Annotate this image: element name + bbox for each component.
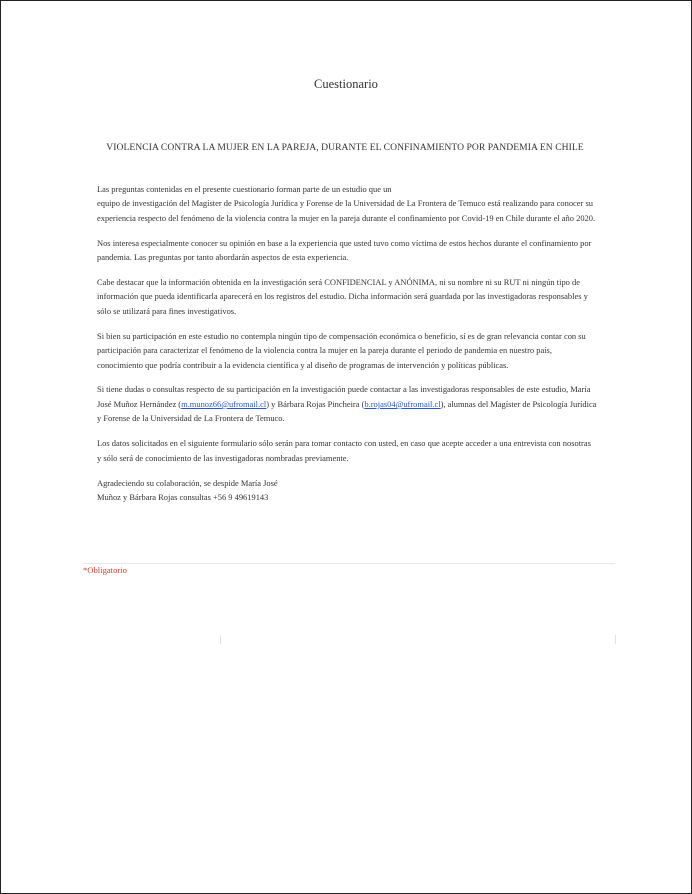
contact-text-middle: ) y Bárbara Rojas Pincheira (: [266, 398, 365, 409]
interest-paragraph: Nos interesa especialmente conocer su opinión en base a la experiencia que usted tuvo como víctima de estos hechos durante el confinamiento por pandemia. Las preguntas por tanto abordarán aspectos de esta experiencia.: [97, 237, 592, 263]
farewell-line-2: Muñoz y Bárbara Rojas consultas +56 9 49619143: [97, 491, 269, 502]
form-title: Cuestionario: [314, 77, 378, 91]
contact-text-start: Si tiene dudas o consultas respecto de su participación en la investigación puede contactar a las investigadoras responsables de este estudio, María José Muñoz Hernández (: [97, 384, 591, 409]
farewell-paragraph: [97, 476, 597, 505]
form-description: [97, 182, 597, 515]
data-usage-paragraph: Los datos solicitados en el siguiente formulario sólo serán para tomar contacto con usted, en caso que acepte acceder a una entrevista con nosotras y sólo será de conocimiento de las investigadoras nombradas previamente.: [97, 438, 591, 463]
confidentiality-paragraph: Cabe destacar que la información obtenida en la investigación será CONFIDENCIAL y ANÓNIMA, ni su nombre ni su RUT ni ningún tipo de información que pueda identificarla aparecerá en los registros del estudio. Dicha información será guardada por las investigadoras responsables y sólo se utilizará para fines investigativos.: [97, 277, 588, 316]
form-subtitle: VIOLENCIA CONTRA LA MUJER EN LA PAREJA, DURANTE EL CONFINAMIENTO POR PANDEMIA EN CHILE: [106, 142, 584, 153]
left-edge-marker: [220, 635, 221, 644]
farewell-line-1: Agradeciendo su colaboración, se despide María José: [97, 477, 278, 488]
contact-paragraph: [97, 382, 597, 425]
email-link-rojas[interactable]: b.rojas04@ufromail.cl: [364, 398, 441, 409]
intro-line-2: equipo de investigación del Magíster de Psicología Jurídica y Forense de la Universidad de La Frontera de Temuco está realizando para conocer su experiencia respecto del fenómeno de la violencia contra la mujer en la pareja durante el confinamiento por Covid-19 en Chile durante el año 2020.: [97, 198, 596, 223]
contact-text-end: ), alumnas del Magíster de Psicología Jurídica y Forense de la Universidad de La Frontera de Temuco.: [97, 398, 597, 424]
required-indicator: *Obligatorio: [83, 565, 127, 575]
participation-paragraph: Si bien su participación en este estudio no contempla ningún tipo de compensación económica o beneficio, sí es de gran relevancia contar con su participación para caracterizar el fenómeno de la violencia contra la mujer en la pareja durante el periodo de pandemia en nuestro país, conocimiento que podría contribuir a la evidencia científica y al diseño de programas de intervención y políticas públicas.: [97, 330, 586, 370]
intro-paragraph: [97, 182, 597, 225]
intro-line-1: Las preguntas contenidas en el presente cuestionario forman parte de un estudio que un: [97, 184, 392, 194]
header-divider: [83, 563, 615, 564]
right-edge-marker: [615, 635, 616, 644]
email-link-munoz[interactable]: m.munoz66@ufromail.cl: [181, 398, 267, 409]
